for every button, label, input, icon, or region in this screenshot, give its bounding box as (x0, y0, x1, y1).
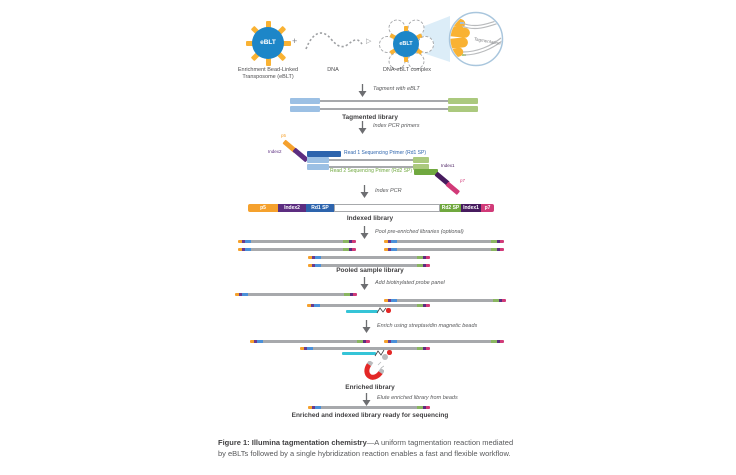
step-label-index-pcr-primers: Index PCR primers (373, 123, 420, 129)
streptavidin-bead-icon (382, 354, 388, 360)
step-label-elute: Elute enriched library from beads (377, 395, 458, 401)
caption-title: Figure 1: Illumina tagmentation chemistry (218, 438, 367, 447)
stage-label-indexed: Indexed library (346, 215, 394, 222)
dna-squiggle-icon (303, 27, 365, 59)
bar-segment-insert (334, 204, 440, 212)
figure-caption (218, 437, 518, 459)
pooled-library-line (308, 406, 430, 409)
down-arrow-icon (362, 320, 371, 333)
down-arrow-icon (358, 84, 367, 97)
right-triangle-icon: ▷ (366, 38, 372, 45)
probe-line (346, 310, 378, 313)
pooled-library-line (250, 340, 370, 343)
adapter-block (448, 98, 478, 104)
step-label-enrich: Enrich using streptavidin magnetic beads (377, 323, 478, 329)
eblt-bead (245, 20, 291, 66)
pooled-library-line (238, 240, 356, 243)
pooled-library-line (384, 248, 504, 251)
index2-label: Index2 (268, 149, 282, 154)
stage-label-tagmented: Tagmented library (342, 114, 398, 121)
probe-line (342, 352, 376, 355)
rd2-primer-label: Read 2 Sequencing Primer (Rd2 SP) (330, 168, 412, 174)
adapter-block (290, 98, 320, 104)
pooled-library-line (238, 248, 356, 251)
pooled-library-line (384, 340, 504, 343)
down-arrow-icon (360, 226, 369, 239)
step-label-pool: Pool pre-enriched libraries (optional) (375, 229, 464, 235)
bar-segment-p5: p5 (248, 204, 278, 212)
p7-label: p7 (460, 178, 466, 183)
tagmentation-label: Tagmentation (473, 36, 502, 46)
library-strand (290, 106, 478, 112)
adapter-block (307, 157, 329, 163)
complex-bead-label: eBLT (393, 31, 419, 57)
down-arrow-icon (360, 277, 369, 290)
caption-body: —A uniform tagmentation reaction mediated by eBLTs followed by a single hybridization reaction enables a fast and flexible workflow. (218, 438, 514, 458)
biotin-bead-icon (387, 350, 392, 355)
pooled-library-line (308, 256, 430, 259)
rd1-primer-bar (307, 151, 341, 157)
dna-eblt-complex (380, 18, 432, 70)
stage-label-pooled: Pooled sample library (336, 267, 404, 274)
down-arrow-icon (358, 121, 367, 134)
complex-caption: DNA-eBLT complex (382, 67, 432, 73)
adapter-block (413, 157, 429, 163)
down-arrow-icon (362, 393, 371, 406)
magnifier-icon (448, 11, 504, 67)
biotin-bead-icon (386, 308, 391, 313)
bar-segment-index2: Index2 (278, 204, 306, 212)
bar-segment-rd2: Rd2 SP (441, 204, 460, 211)
adapter-block (290, 106, 320, 112)
p7-segment (445, 182, 460, 195)
down-arrow-icon (360, 185, 369, 198)
plus-icon: + (292, 36, 298, 46)
bar-segment-rd1: Rd1 SP (306, 204, 334, 212)
stage-label-enriched: Enriched library (345, 384, 395, 391)
pooled-library-line (300, 347, 430, 350)
index1-label: Index1 (441, 163, 455, 168)
pooled-library-line (384, 240, 504, 243)
pooled-library-line (235, 293, 357, 296)
step-label-index-pcr: Index PCR (375, 188, 402, 194)
step-label-add-probe: Add biotinylated probe panel (375, 280, 445, 286)
adapter-block (448, 106, 478, 112)
bar-segment-p7: p7 (481, 204, 494, 212)
library-strand (290, 98, 478, 104)
indexed-library-bar (248, 204, 494, 212)
p5-label: p5 (281, 133, 287, 138)
dna-caption: DNA (327, 67, 339, 73)
library-strand (307, 157, 429, 163)
eblt-bead-label: eBLT (252, 27, 284, 59)
step-label-tagment: Tagment with eBLT (373, 86, 420, 92)
bar-segment-index1: Index1 (461, 204, 481, 212)
pooled-library-line (384, 299, 506, 302)
rd1-primer-label: Read 1 Sequencing Primer (Rd1 SP) (344, 150, 426, 156)
stage-label-final: Enriched and indexed library ready for sequencing (291, 412, 449, 419)
eblt-caption: Enrichment Bead-Linked Transposome (eBLT) (237, 67, 299, 80)
pooled-library-line (307, 304, 430, 307)
